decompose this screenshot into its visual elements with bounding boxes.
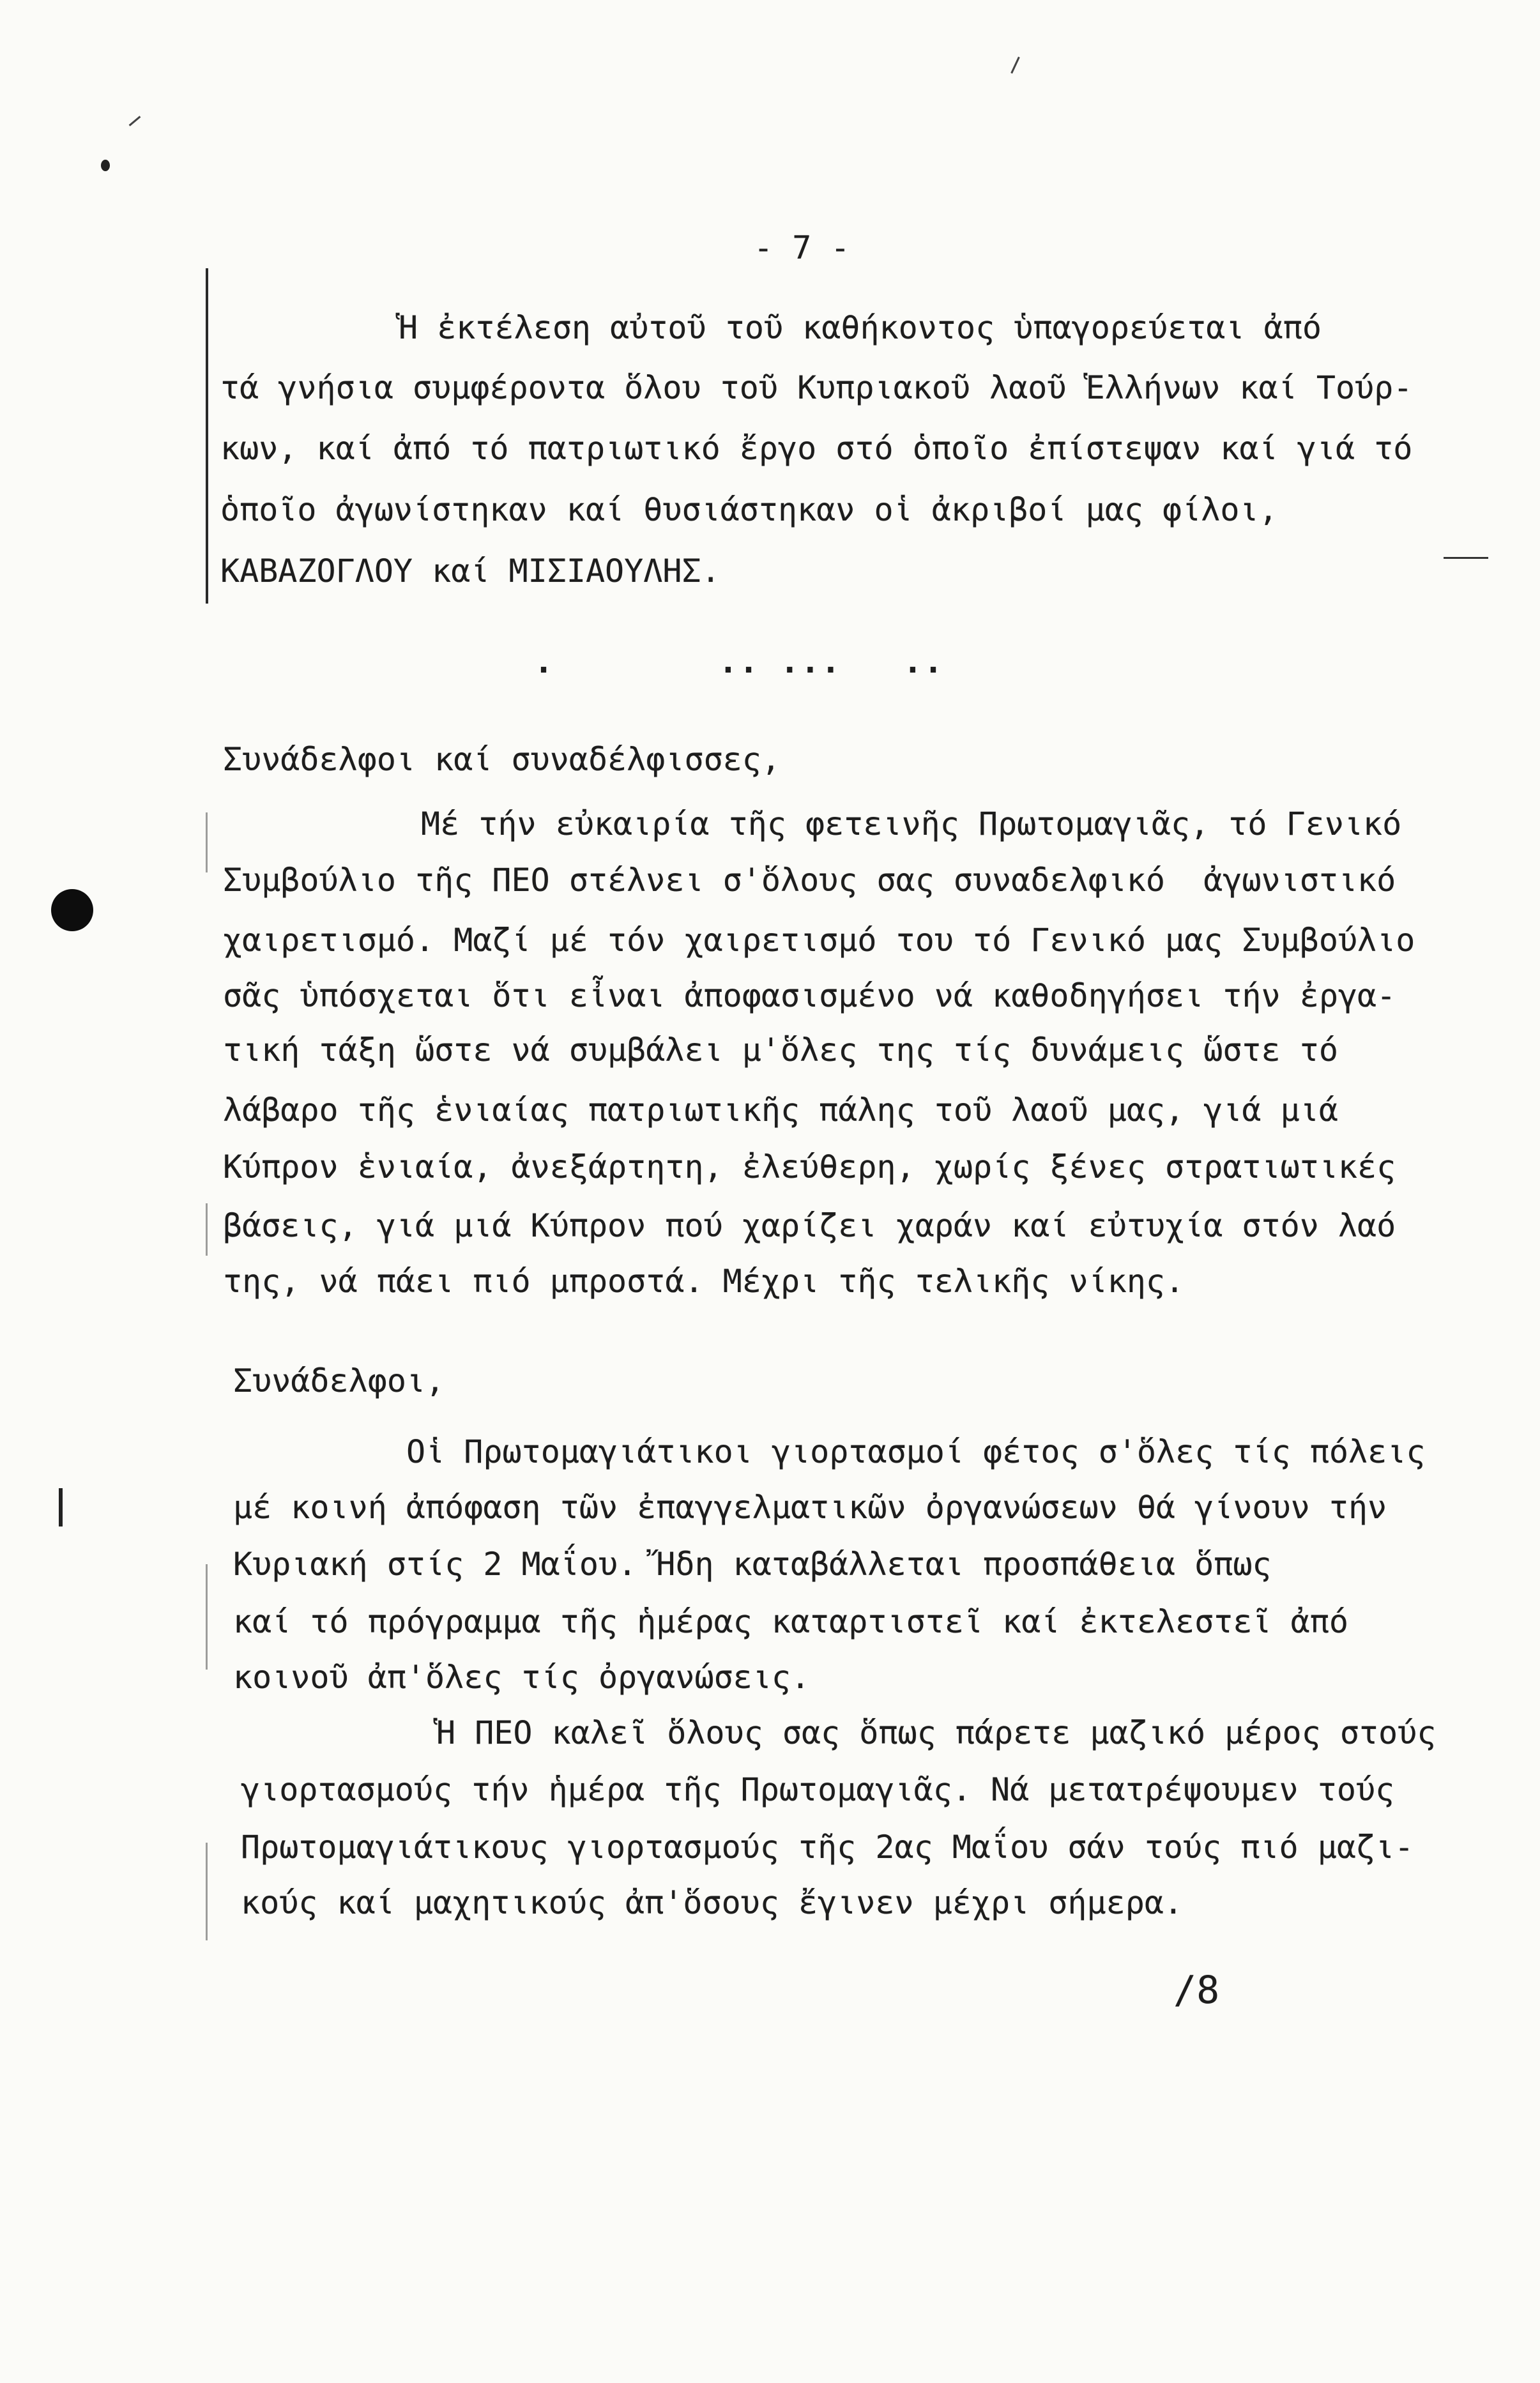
intro-line: Ἡ ἐκτέλεση αὐτοῦ τοῦ καθήκοντος ὑπαγορεύεται ἀπό [399,309,1322,346]
margin-bar [206,1564,208,1670]
greeting-line: Κύπρον ἑνιαία, ἀνεξάρτητη, ἐλεύθερη, χωρίς ξένες στρατιωτικές [223,1148,1396,1185]
margin-bar [206,1843,208,1940]
intro-line: κων, καί ἀπό τό πατριωτικό ἔργο στό ὁποῖο ἐπίστεψαν καί γιά τό [220,430,1413,467]
call-line: Πρωτομαγιάτικους γιορτασμούς τῆς 2ας Μαΐου σάν τούς πιό μαζι- [241,1829,1414,1866]
margin-bar [206,1203,208,1256]
margin-bar [206,812,208,872]
ink-speck [101,160,110,171]
address: Συνάδελφοι, [233,1362,445,1399]
ink-mark [129,116,141,126]
greeting-line: χαιρετισμό. Μαζί μέ τόν χαιρετισμό του τό Γενικό μας Συμβούλιο [223,922,1415,959]
greeting-line: σᾶς ὑπόσχεται ὅτι εἶναι ἀποφασισμένο νά καθοδηγήσει τήν ἐργα- [223,977,1396,1014]
page-number: - 7 - [754,229,850,266]
call-line: Ἡ ΠΕΟ καλεῖ ὅλους σας ὅπως πάρετε μαζικό μέρος στούς [436,1714,1437,1751]
stray-pen-mark [1010,57,1020,74]
continuation-marker: /8 [1173,1968,1220,2013]
salutation: Συνάδελφοι καί συναδέλφισσες, [223,741,781,778]
celebrations-line: καί τό πρόγραμμα τῆς ἡμέρας καταρτιστεῖ καί ἐκτελεστεῖ ἀπό [233,1603,1348,1640]
greeting-line: βάσεις, γιά μιά Κύπρον πού χαρίζει χαράν καί εὐτυχία στόν λαό [223,1207,1396,1244]
margin-tick-mark [59,1488,63,1526]
celebrations-line: μέ κοινή ἀπόφαση τῶν ἐπαγγελματικῶν ὀργανώσεων θά γίνουν τήν [233,1489,1387,1526]
greeting-line: Μέ τήν εὐκαιρία τῆς φετεινῆς Πρωτομαγιᾶς, τό Γενικό [421,805,1402,842]
margin-bar [206,268,208,604]
greeting-line: λάβαρο τῆς ἑνιαίας πατριωτικῆς πάλης τοῦ λαοῦ μας, γιά μιά [223,1092,1338,1129]
dotted-separator: . .. ... .. [534,643,945,680]
greeting-line: τική τάξη ὥστε νά συμβάλει μ'ὅλες της τίς δυνάμεις ὥστε τό [223,1032,1338,1069]
greeting-line: Συμβούλιο τῆς ΠΕΟ στέλνει σ'ὅλους σας συναδελφικό ἀγωνιστικό [223,862,1396,899]
stray-pen-dash [1444,557,1488,559]
punch-hole [51,889,93,931]
intro-line: τά γνήσια συμφέροντα ὅλου τοῦ Κυπριακοῦ λαοῦ Ἑλλήνων καί Τούρ- [220,369,1413,406]
call-line: κούς καί μαχητικούς ἀπ'ὅσους ἔγινεν μέχρι σήμερα. [241,1884,1184,1921]
intro-line: ὁποῖο ἀγωνίστηκαν καί θυσιάστηκαν οἱ ἀκριβοί μας φίλοι, [220,491,1278,528]
celebrations-line: Οἱ Πρωτομαγιάτικοι γιορτασμοί φέτος σ'ὅλες τίς πόλεις [406,1433,1426,1470]
call-line: γιορτασμούς τήν ἡμέρα τῆς Πρωτομαγιᾶς. Νά μετατρέψουμεν τούς [241,1771,1395,1808]
celebrations-line: κοινοῦ ἀπ'ὅλες τίς ὀργανώσεις. [233,1659,811,1696]
celebrations-line: Κυριακή στίς 2 Μαΐου. Ἤδη καταβάλλεται προσπάθεια ὅπως [233,1546,1272,1583]
greeting-line: της, νά πάει πιό μπροστά. Μέχρι τῆς τελικῆς νίκης. [223,1263,1185,1300]
intro-line: ΚΑΒΑΖΟΓΛΟΥ καί ΜΙΣΙΑΟΥΛΗΣ. [220,552,720,590]
